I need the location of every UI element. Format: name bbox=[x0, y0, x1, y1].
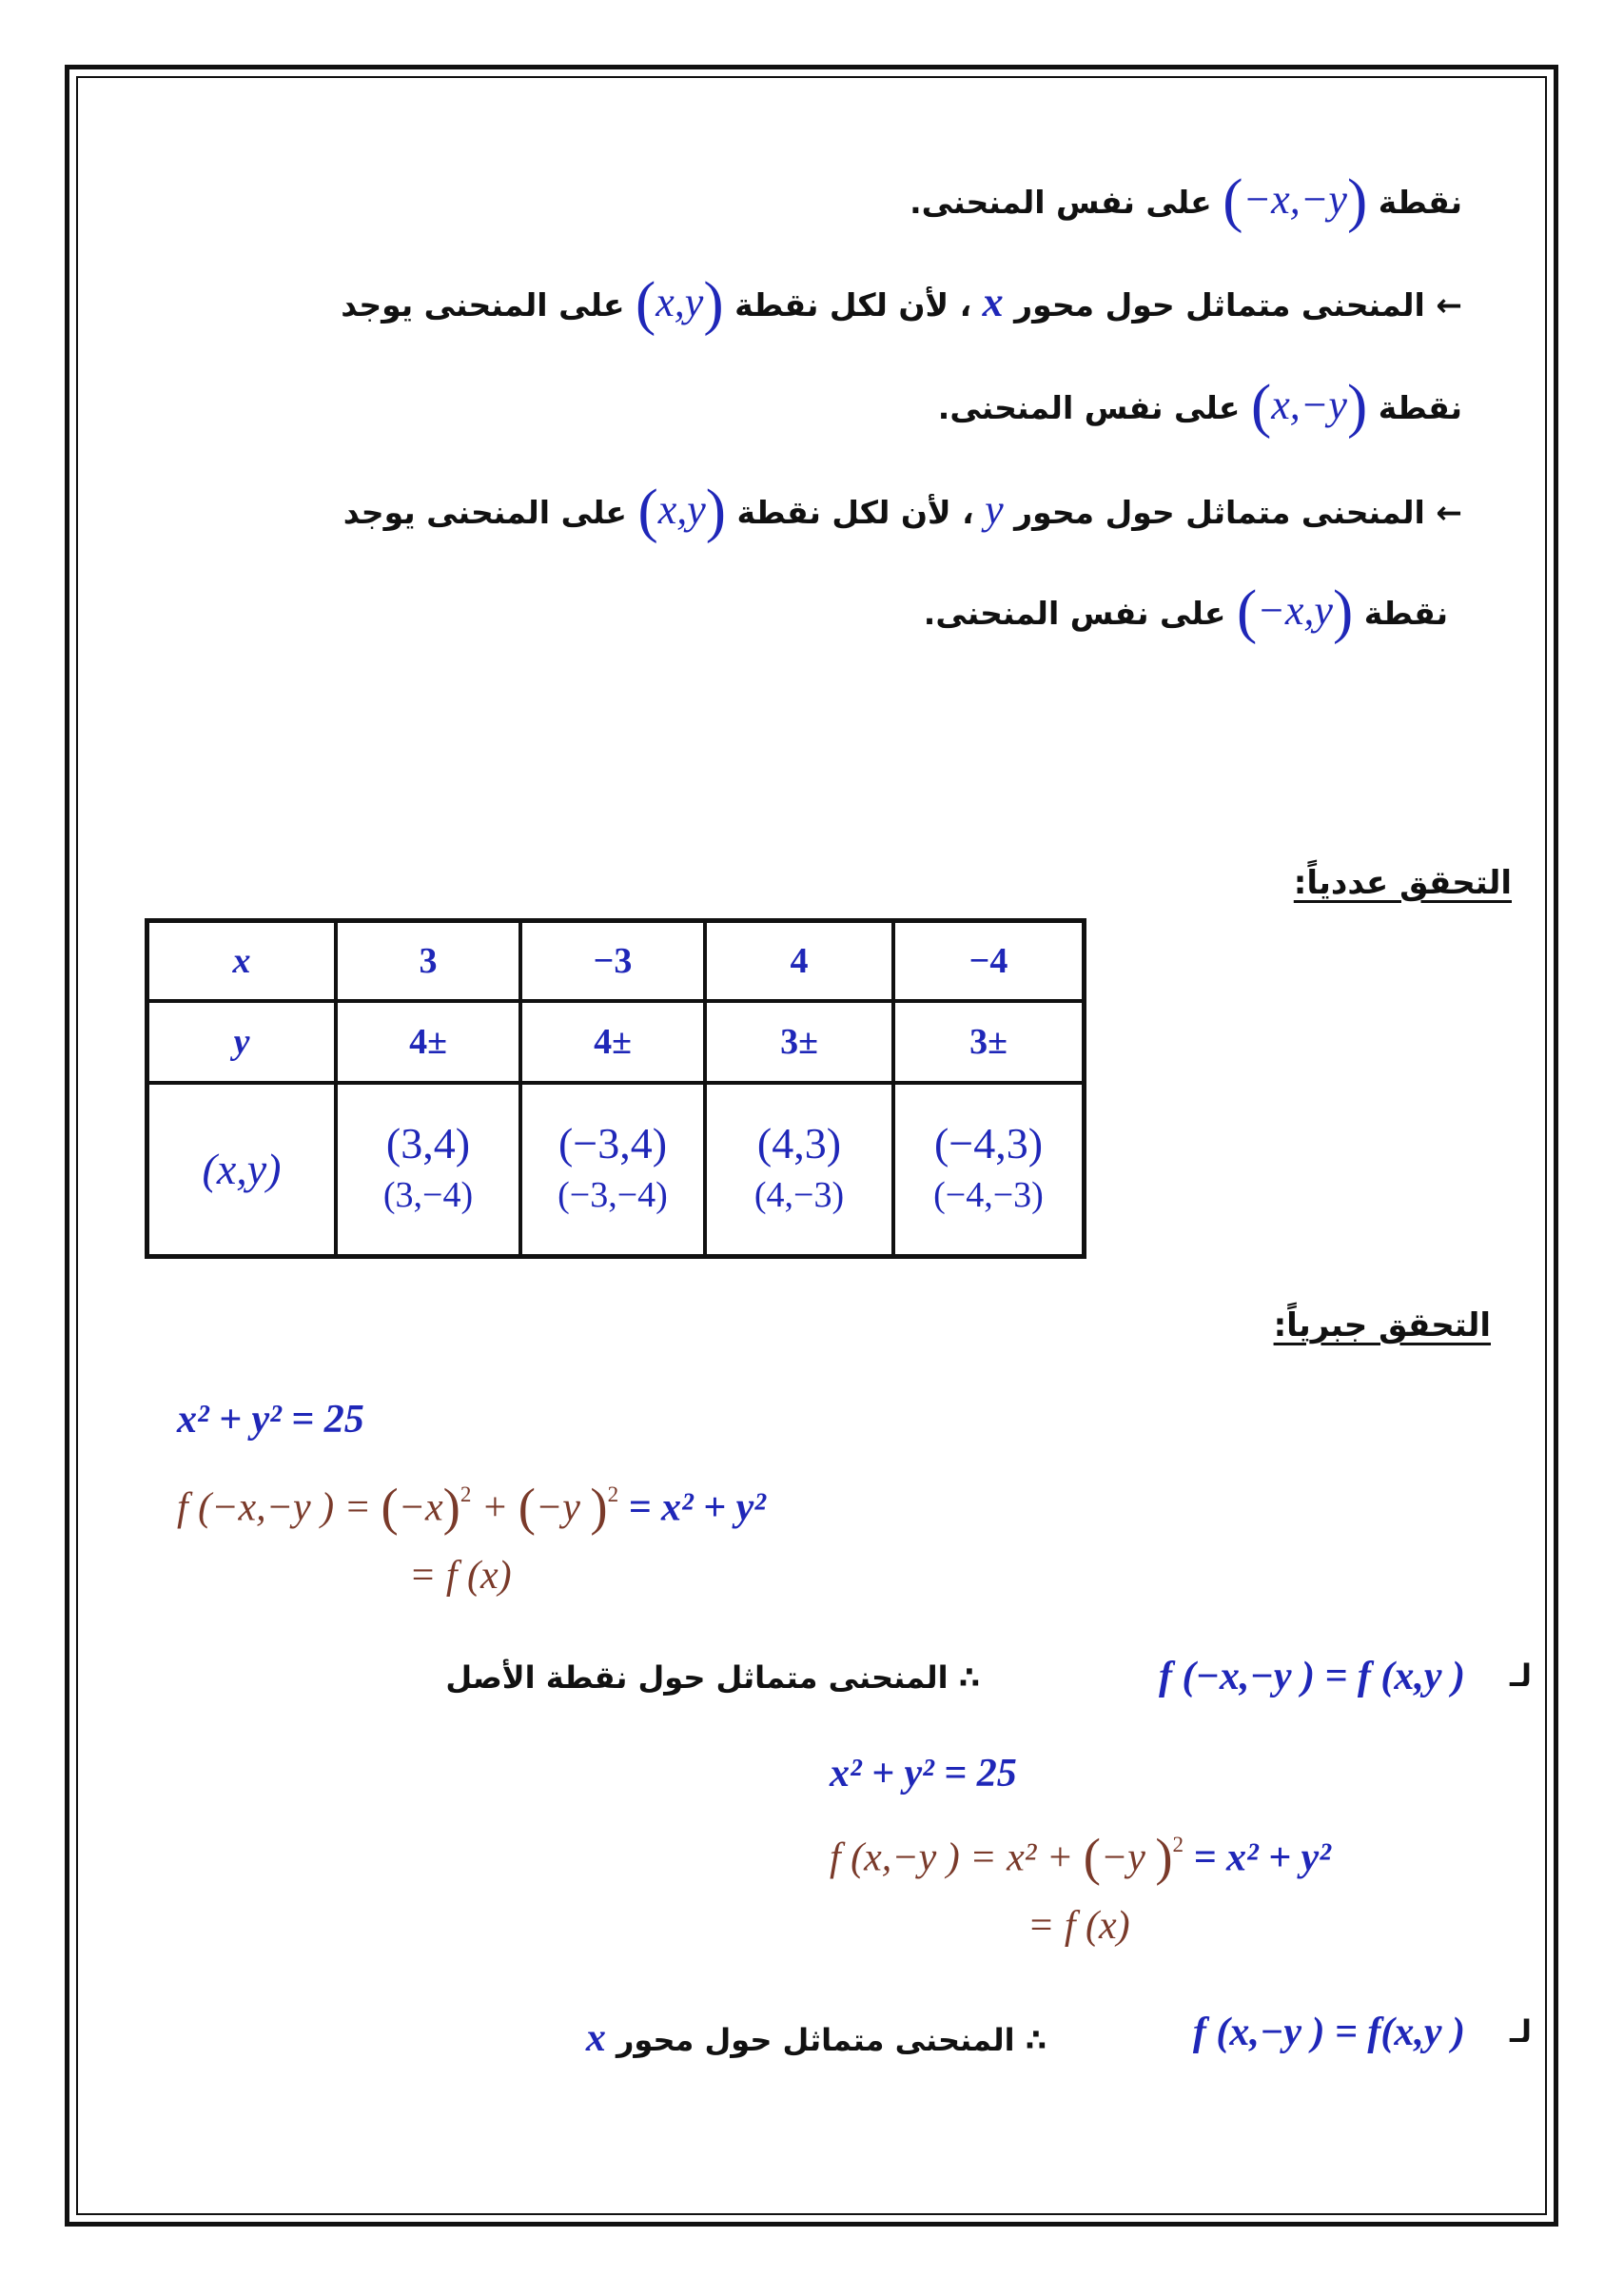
heading-algebraic-check: التحقق جبرياً: bbox=[1273, 1306, 1491, 1344]
table-row-y bbox=[147, 1001, 1085, 1083]
equation-circle-1: x² + y² = 25 bbox=[177, 1398, 364, 1442]
text-line-2 bbox=[341, 268, 1462, 337]
lam-marker: لـ bbox=[1510, 1658, 1532, 1694]
table-row-x bbox=[147, 921, 1085, 1002]
equation-f-x-neg-y: f (x,−y ) = x² + (−y )$^2$ = x² + y² bbox=[830, 1828, 1331, 1886]
line-1-rest: على نفس المنحنى. bbox=[910, 184, 1212, 221]
table-cell-y: 3± bbox=[705, 1001, 893, 1083]
table-cell-y: 4± bbox=[336, 1001, 520, 1083]
text-line-1 bbox=[910, 166, 1462, 234]
line-3-rest: على نفس المنحنى. bbox=[937, 389, 1241, 426]
table-cell-x: −3 bbox=[520, 921, 705, 1002]
equation-f-neg-x-neg-y: f (−x,−y ) = $(-x)^2 + (-y$ )$^2$ = x² + y² bbox=[177, 1478, 766, 1536]
table-header-pair: (x,y) bbox=[147, 1083, 337, 1257]
text-line-5 bbox=[923, 577, 1448, 645]
result-origin-equation: f (−x,−y ) = f (x,y ) bbox=[1158, 1655, 1465, 1698]
table-cell-pairs: (4,3) (4,−3) bbox=[705, 1083, 893, 1257]
text-line-4 bbox=[342, 476, 1462, 544]
line-5-rest: على نفس المنحنى. bbox=[923, 595, 1226, 632]
equation-circle-2: x² + y² = 25 bbox=[830, 1752, 1017, 1796]
line-1-word: نقطة bbox=[1378, 184, 1462, 221]
conclusion-origin-symmetry bbox=[438, 1654, 1532, 1711]
line-4-mid: ، لأن لكل نقطة bbox=[736, 494, 974, 531]
equation-equals-f-x-2: = f (x) bbox=[1027, 1904, 1130, 1948]
line-5-word: نقطة bbox=[1363, 595, 1448, 632]
line-1-point: (−x,−y) bbox=[1223, 166, 1368, 234]
table-header-y: y bbox=[147, 1001, 337, 1083]
line-4-rest: على المنحنى يوجد bbox=[342, 494, 627, 531]
line-4-lead: ← المنحنى متماثل حول محور bbox=[1014, 494, 1462, 531]
result-x-axis-equation: f (x,−y ) = f(x,y ) bbox=[1192, 2011, 1465, 2054]
table-cell-x: −4 bbox=[893, 921, 1085, 1002]
line-2-axis-var: x bbox=[982, 279, 1004, 325]
table-header-x: x bbox=[147, 921, 337, 1002]
line-4-axis-var: y bbox=[985, 486, 1004, 533]
line-4-point: (x,y) bbox=[637, 476, 727, 544]
table-cell-x: 3 bbox=[336, 921, 520, 1002]
table-cell-pairs: (3,4) (3,−4) bbox=[336, 1083, 520, 1257]
text-line-3 bbox=[937, 371, 1462, 440]
values-table bbox=[145, 918, 1086, 1259]
line-3-word: نقطة bbox=[1378, 389, 1462, 426]
table-row-pairs bbox=[147, 1083, 1085, 1257]
conclusion-x-axis-text: ∴ المنحنى متماثل حول محور x bbox=[585, 2016, 1047, 2060]
line-2-point: (x,y) bbox=[636, 268, 724, 337]
table-cell-x: 4 bbox=[705, 921, 893, 1002]
line-2-rest: على المنحنى يوجد bbox=[341, 286, 625, 324]
table-cell-y: 4± bbox=[520, 1001, 705, 1083]
conclusion-origin-text: ∴ المنحنى متماثل حول نقطة الأصل bbox=[445, 1659, 980, 1696]
line-5-point: (−x,y) bbox=[1236, 577, 1354, 645]
line-2-lead: ← المنحنى متماثل حول محور bbox=[1014, 286, 1462, 324]
table-cell-pairs: (−4,3) (−4,−3) bbox=[893, 1083, 1085, 1257]
conclusion-x-axis-symmetry bbox=[438, 2010, 1532, 2067]
lam-marker: لـ bbox=[1510, 2013, 1532, 2050]
table-cell-pairs: (−3,4) (−3,−4) bbox=[520, 1083, 705, 1257]
line-3-point: (x,−y) bbox=[1250, 371, 1368, 440]
line-2-mid: ، لأن لكل نقطة bbox=[734, 286, 972, 324]
table-cell-y: 3± bbox=[893, 1001, 1085, 1083]
heading-numeric-check: التحقق عددياً: bbox=[1293, 864, 1512, 902]
equation-equals-f-x-1: = f (x) bbox=[409, 1554, 512, 1598]
